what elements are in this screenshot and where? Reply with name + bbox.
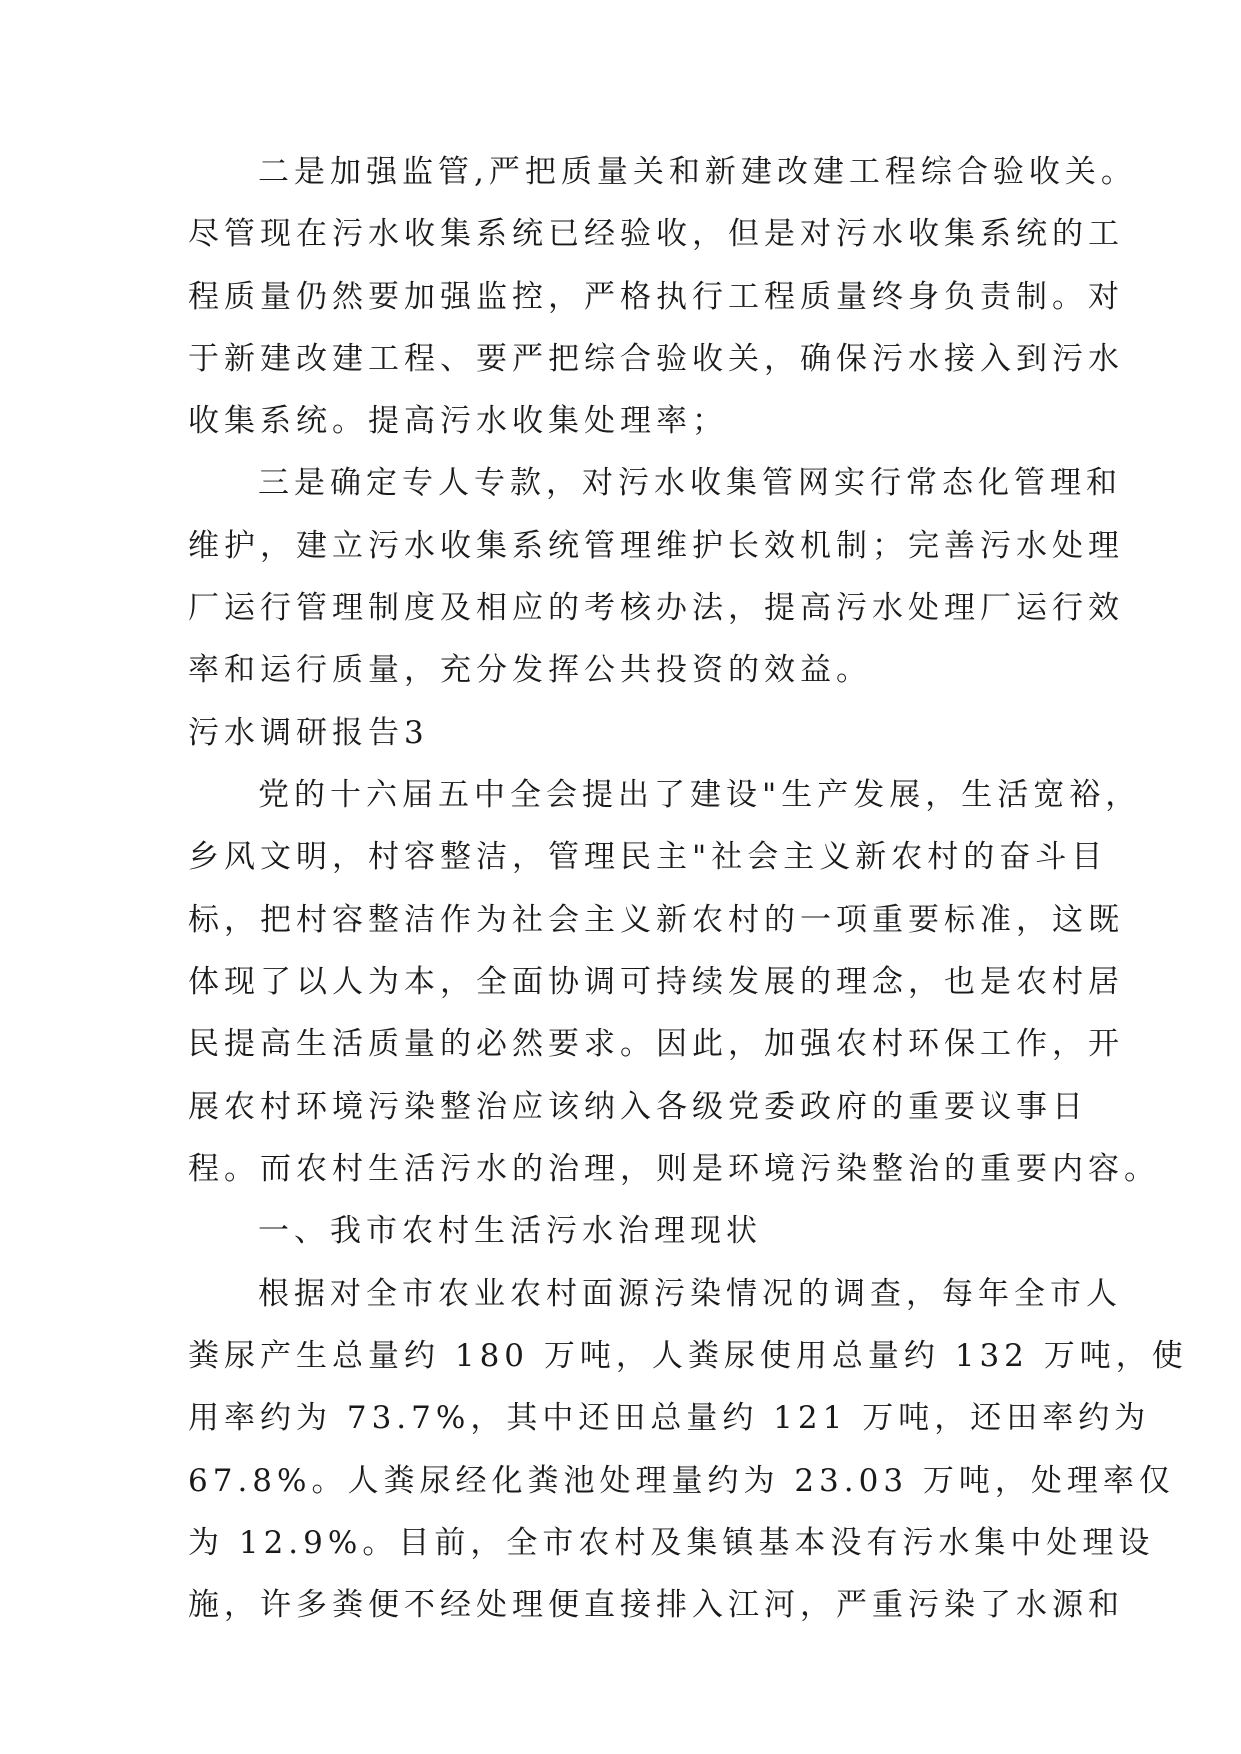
text-line: 67.8%。人粪尿经化粪池处理量约为 23.03 万吨，处理率仅: [188, 1463, 1175, 1499]
text-line: 于新建改建工程、要严把综合验收关，确保污水接入到污水: [188, 341, 1124, 377]
text-line: 尽管现在污水收集系统已经验收，但是对污水收集系统的工: [188, 216, 1124, 252]
text-line: 厂运行管理制度及相应的考核办法，提高污水处理厂运行效: [188, 590, 1124, 626]
text-line: 收集系统。提高污水收集处理率；: [188, 403, 728, 439]
text-line: 根据对全市农业农村面源污染情况的调查，每年全市人: [258, 1276, 1122, 1312]
subsection-heading: 一、我市农村生活污水治理现状: [258, 1213, 762, 1249]
text-line: 民提高生活质量的必然要求。因此，加强农村环保工作，开: [188, 1026, 1124, 1062]
text-line: 展农村环境污染整治应该纳入各级党委政府的重要议事日: [188, 1089, 1088, 1125]
text-line: 乡风文明，村容整洁，管理民主"社会主义新农村的奋斗目: [188, 839, 1108, 875]
text-line: 标，把村容整洁作为社会主义新农村的一项重要标准，这既: [188, 902, 1124, 938]
text-line: 用率约为 73.7%，其中还田总量约 121 万吨，还田率约为: [188, 1400, 1151, 1436]
text-line: 三是确定专人专款，对污水收集管网实行常态化管理和: [258, 465, 1122, 501]
text-line: 程质量仍然要加强监控，严格执行工程质量终身负责制。对: [188, 279, 1124, 315]
text-line: 率和运行质量，充分发挥公共投资的效益。: [188, 652, 872, 688]
text-line: 为 12.9%。目前，全市农村及集镇基本没有污水集中处理设: [188, 1525, 1155, 1561]
text-line: 粪尿产生总量约 180 万吨，人粪尿使用总量约 132 万吨，使: [188, 1338, 1188, 1374]
text-line: 施，许多粪便不经处理便直接排入江河，严重污染了水源和: [188, 1587, 1124, 1623]
text-line: 程。而农村生活污水的治理，则是环境污染整治的重要内容。: [188, 1151, 1160, 1187]
text-line: 二是加强监管,严把质量关和新建改建工程综合验收关。: [258, 154, 1137, 190]
text-line: 党的十六届五中全会提出了建设"生产发展，生活宽裕，: [258, 777, 1142, 813]
text-line: 维护，建立污水收集系统管理维护长效机制；完善污水处理: [188, 528, 1124, 564]
text-line: 体现了以人为本，全面协调可持续发展的理念，也是农村居: [188, 964, 1124, 1000]
section-heading: 污水调研报告3: [188, 715, 429, 751]
